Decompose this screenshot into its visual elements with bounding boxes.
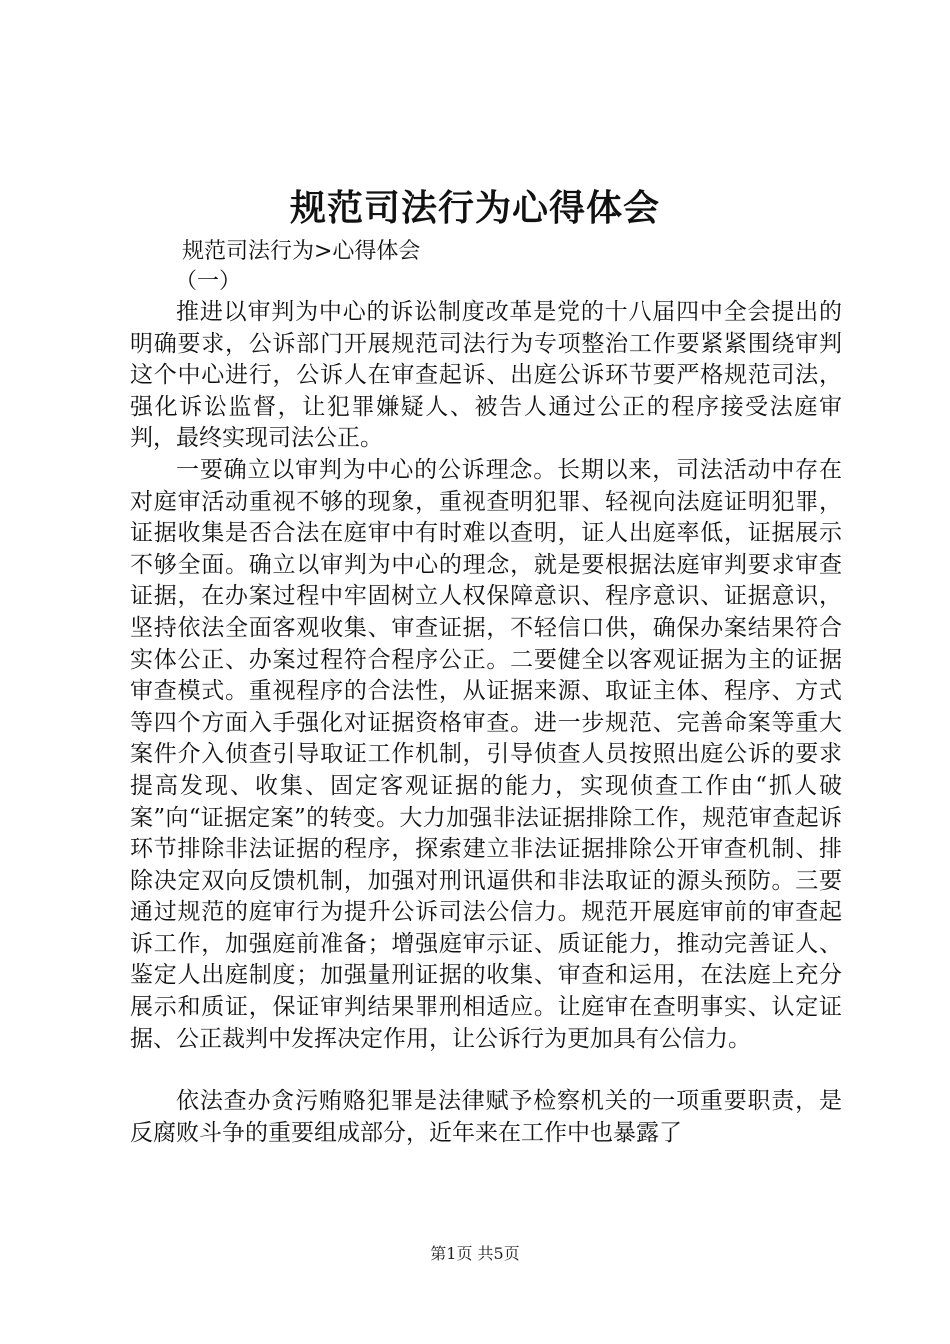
section-marker: （一） <box>175 269 242 294</box>
document-title: 规范司法行为心得体会 <box>289 187 660 229</box>
document-body <box>130 297 842 1149</box>
document-subtitle: 规范司法行为>心得体会 <box>182 239 421 264</box>
paragraph-1: 推进以审判为中心的诉讼制度改革是党的十八届四中全会提出的明确要求，公诉部门开展规范司法行为专项整治工作要紧紧围绕审判这个中心进行，公诉人在审查起诉、出庭公诉环节要严格规范司法，强化诉讼监督，让犯罪嫌疑人、被告人通过公正的程序接受法庭审判，最终实现司法公正。 <box>130 299 842 452</box>
paragraph-2: 一要确立以审判为中心的公诉理念。长期以来，司法活动中存在对庭审活动重视不够的现象，重视查明犯罪、轻视向法庭证明犯罪，证据收集是否合法在庭审中有时难以查明，证人出庭率低，证据展示不够全面。确立以审判为中心的理念，就是要根据法庭审判要求审查证据，在办案过程中牢固树立人权保障意识、程序意识、证据意识，坚持依法全面客观收集、审查证据，不轻信口供，确保办案结果符合实体公正、办案过程符合程序公正。二要健全以客观证据为主的证据审查模式。重视程序的合法性，从证据来源、取证主体、程序、方式等四个方面入手强化对证据资格审查。进一步规范、完善命案等重大案件介入侦查引导取证工作机制，引导侦查人员按照出庭公诉的要求提高发现、收集、固定客观证据的能力，实现侦查工作由“抓人破案”向“证据定案”的转变。大力加强非法证据排除工作，规范审查起诉环节排除非法证据的程序，探索建立非法证据排除公开审查机制、排除决定双向反馈机制，加强对刑讯逼供和非法取证的源头预防。三要通过规范的庭审行为提升公诉司法公信力。规范开展庭审前的审查起诉工作，加强庭前准备；增强庭审示证、质证能力，推动完善证人、鉴定人出庭制度；加强量刑证据的收集、审查和运用，在法庭上充分展示和质证，保证审判结果罪刑相适应。让庭审在查明事实、认定证据、公正裁判中发挥决定作用，让公诉行为更加具有公信力。 <box>130 456 842 1052</box>
paragraph-3: 依法查办贪污贿赂犯罪是法律赋予检察机关的一项重要职责，是反腐败斗争的重要组成部分，近年来在工作中也暴露了 <box>130 1088 842 1146</box>
page-footer: 第1页 共5页 <box>430 1244 520 1263</box>
